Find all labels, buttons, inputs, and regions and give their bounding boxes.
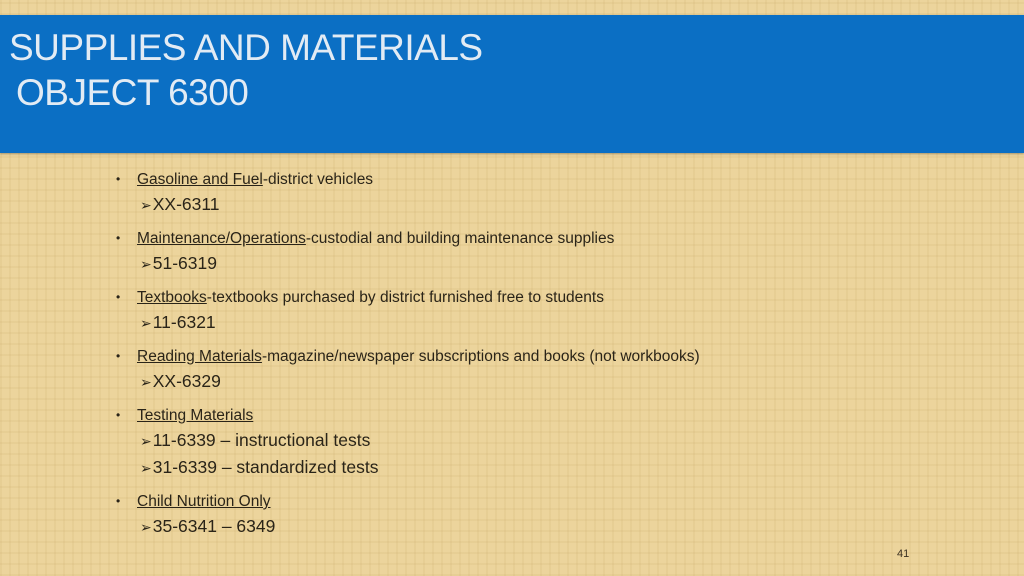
- object-code: [116, 513, 700, 540]
- code-text: 51-6319: [152, 253, 217, 273]
- object-code: [116, 368, 700, 395]
- bullet-line: [116, 345, 700, 368]
- item-description: -textbooks purchased by district furnished free to students: [206, 289, 604, 306]
- list-item: [116, 345, 700, 395]
- object-code: [116, 309, 700, 336]
- bullet-line: [116, 286, 700, 309]
- arrow-bullet-icon: ➢: [140, 460, 152, 476]
- item-label: Reading Materials: [137, 348, 262, 365]
- arrow-bullet-icon: ➢: [140, 197, 152, 213]
- arrow-bullet-icon: ➢: [140, 256, 152, 272]
- list-item: [116, 286, 700, 336]
- title-line-1: SUPPLIES AND MATERIALS: [9, 27, 483, 68]
- arrow-bullet-icon: ➢: [140, 315, 152, 331]
- arrow-bullet-icon: ➢: [140, 374, 152, 390]
- item-label: Gasoline and Fuel: [137, 171, 263, 188]
- title-line-2: OBJECT 6300: [16, 72, 249, 113]
- bullet-list: [116, 168, 700, 549]
- list-item: [116, 168, 700, 218]
- bullet-line: [116, 168, 700, 191]
- bullet-icon: •: [116, 494, 121, 508]
- item-label: Testing Materials: [137, 407, 254, 424]
- bullet-icon: •: [116, 290, 121, 304]
- code-text: 11-6339 – instructional tests: [152, 430, 371, 450]
- object-code: [116, 250, 700, 277]
- arrow-bullet-icon: ➢: [140, 433, 152, 449]
- code-text: 11-6321: [152, 312, 216, 332]
- bullet-icon: •: [116, 231, 121, 245]
- bullet-line: [116, 404, 700, 427]
- item-label: Textbooks: [137, 289, 207, 306]
- bullet-icon: •: [116, 408, 121, 422]
- item-description: -district vehicles: [262, 171, 374, 188]
- item-description: -magazine/newspaper subscriptions and books (not workbooks): [261, 348, 700, 365]
- code-text: XX-6329: [152, 371, 221, 391]
- object-code: [116, 191, 700, 218]
- object-code: [116, 427, 700, 454]
- code-text: XX-6311: [152, 194, 220, 214]
- bullet-icon: •: [116, 349, 121, 363]
- item-label: Maintenance/Operations: [137, 230, 306, 247]
- bullet-icon: •: [116, 172, 121, 186]
- bullet-line: [116, 227, 700, 250]
- item-label: Child Nutrition Only: [137, 493, 271, 510]
- code-text: 31-6339 – standardized tests: [152, 457, 379, 477]
- arrow-bullet-icon: ➢: [140, 519, 152, 535]
- list-item: [116, 404, 700, 481]
- item-description: -custodial and building maintenance supplies: [305, 230, 615, 247]
- slide-title: [9, 25, 483, 115]
- page-number: 41: [897, 548, 910, 560]
- code-text: 35-6341 – 6349: [152, 516, 276, 536]
- list-item: [116, 227, 700, 277]
- bullet-line: [116, 490, 700, 513]
- list-item: [116, 490, 700, 540]
- object-code: [116, 454, 700, 481]
